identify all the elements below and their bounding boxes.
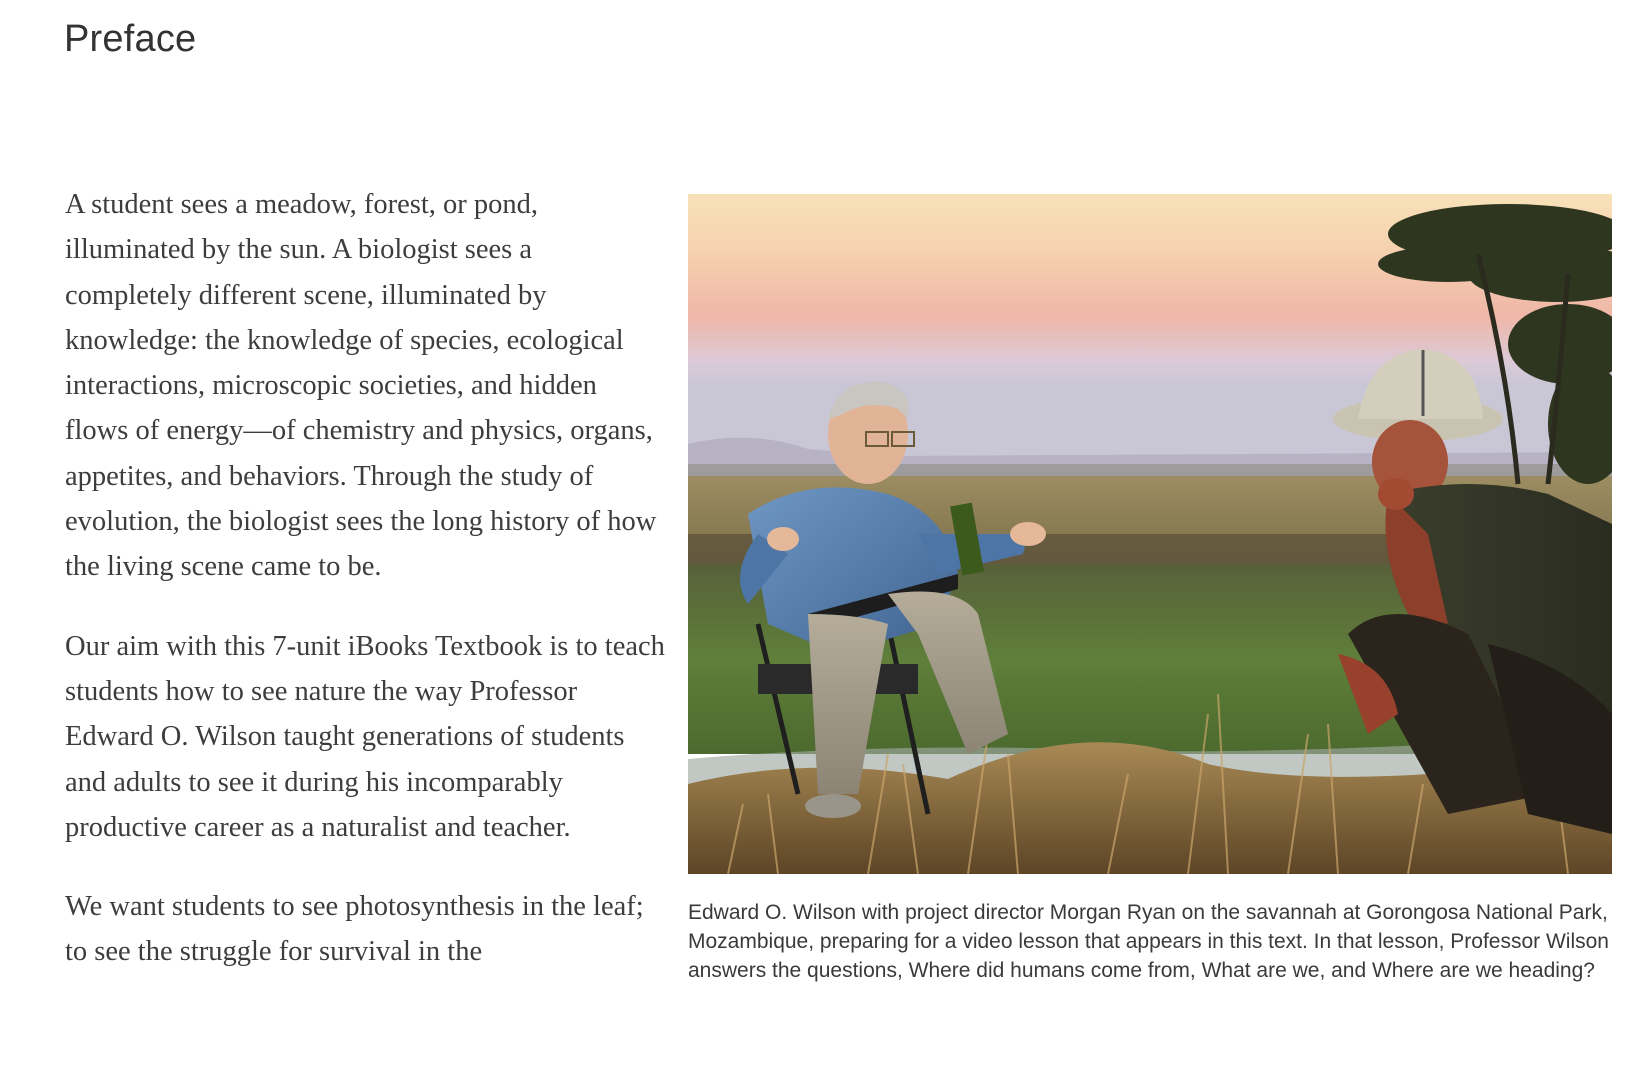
paragraph: A student sees a meadow, forest, or pond, illuminated by the sun. A biologist sees a completely different scene, illuminated by knowledge: the knowledge of species, ecological interactions, microscopic societies, and hidden flows of energy—of chemistry and physics, organs, appetites, and behaviors. Through the study of evolution, the biologist sees the long history of how the living scene came to be. (65, 189, 657, 583)
page-title: Preface (64, 18, 197, 60)
paragraph: Our aim with this 7-unit iBooks Textbook is to teach students how to see nature the way Professor Edward O. Wilson taught generations of students and adults to see it during his incomparably productive career as a naturalist and teacher. (65, 630, 665, 843)
savannah-photo (688, 194, 1612, 874)
paragraph: We want students to see photosynthesis in the leaf; to see the struggle for survival in the (65, 891, 644, 968)
body-text-column (65, 182, 665, 1009)
figure-photo[interactable] (688, 194, 1612, 874)
figure-caption: Edward O. Wilson with project director Morgan Ryan on the savannah at Gorongosa National Park, Mozambique, preparing for a video lesson that appears in this text. In that lesson, Professor Wilson answers the questions, Where did humans come from, What are we, and Where are we heading? (688, 901, 1609, 982)
